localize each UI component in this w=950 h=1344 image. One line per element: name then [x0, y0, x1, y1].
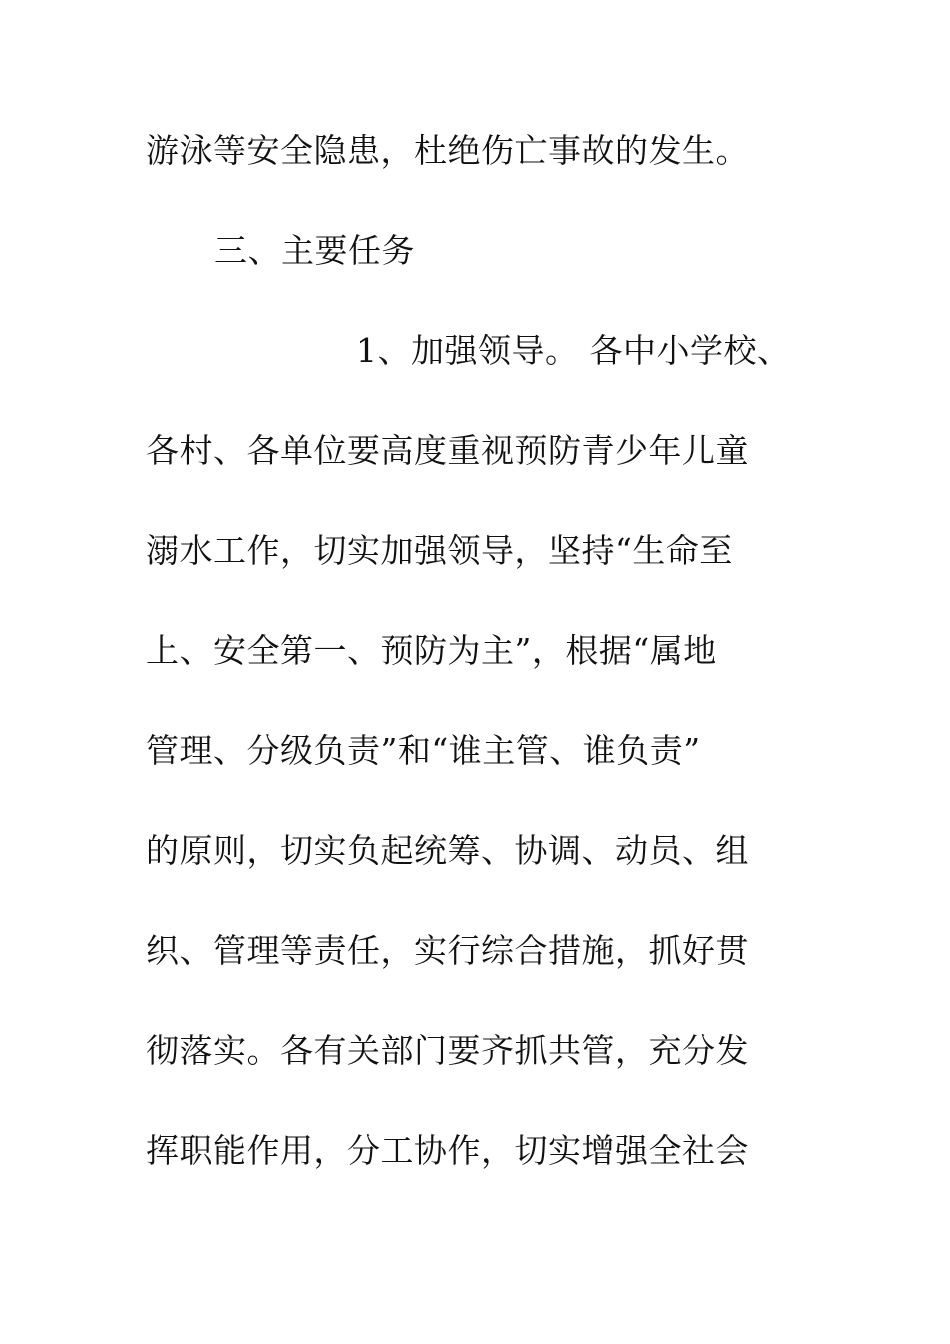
- body-text-line: 管理、分级负责”和“谁主管、谁负责”: [146, 731, 701, 770]
- body-text-line: 溺水工作，切实加强领导，坚持“生命至: [146, 531, 733, 570]
- body-text-line: 织、管理等责任，实行综合措施，抓好贯: [146, 931, 749, 970]
- body-text-line: 彻落实。各有关部门要齐抓共管，充分发: [146, 1031, 749, 1070]
- body-text-line: 上、安全第一、预防为主”，根据“属地: [146, 631, 717, 670]
- subsection-heading-line: 1、加强领导。 各中小学校、: [356, 331, 791, 370]
- body-text-line: 游泳等安全隐患，杜绝伤亡事故的发生。: [146, 131, 749, 170]
- section-heading: 三、主要任务: [214, 231, 415, 270]
- body-text-line: 的原则，切实负起统筹、协调、动员、组: [146, 831, 749, 870]
- body-text-line: 挥职能作用，分工协作，切实增强全社会: [146, 1131, 749, 1170]
- body-text-line: 各村、各单位要高度重视预防青少年儿童: [146, 431, 749, 470]
